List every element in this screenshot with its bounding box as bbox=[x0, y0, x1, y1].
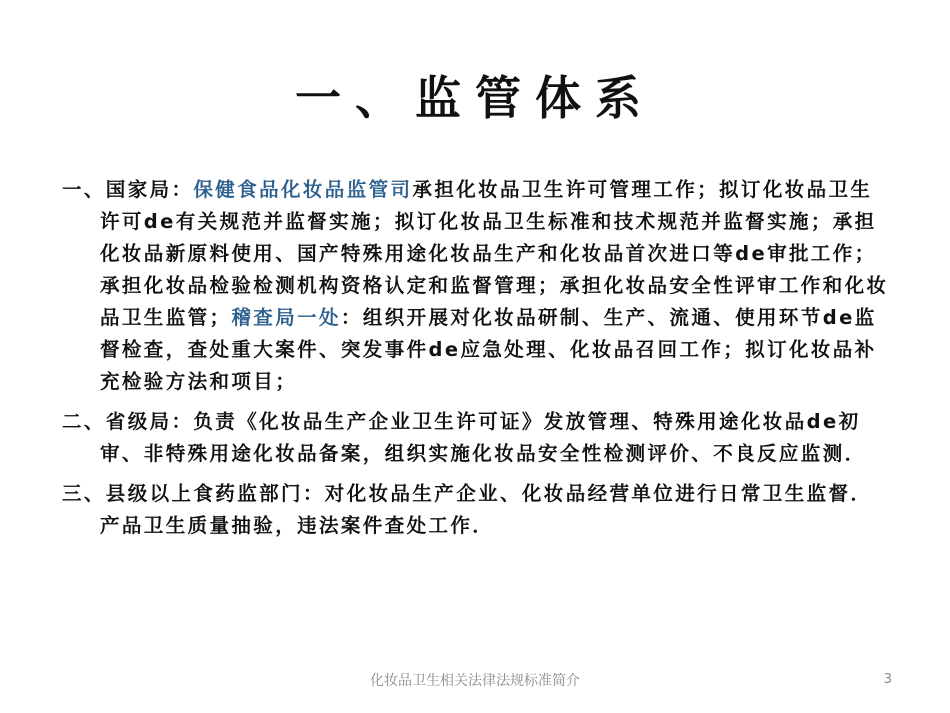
list-item-provincial bbox=[62, 406, 892, 470]
list-item-national bbox=[62, 174, 892, 398]
page-number: 3 bbox=[883, 672, 892, 687]
item-text: ：组织开展对化妆品研制、生产、流通、使用环节de监督检查，查处重大案件、突发事件de应急处理、化妆品召回工作；拟订化妆品补充检验方法和项目； bbox=[100, 306, 877, 393]
item-text: 三、县级以上食药监部门：对化妆品生产企业、化妆品经营单位进行日常卫生监督．产品卫生质量抽验，违法案件查处工作． bbox=[62, 482, 873, 537]
item-text: 承担化妆品卫生许可管理工作；拟订化妆品卫生许可de有关规范并监督实施；拟订化妆品卫生标准和技术规范并监督实施；承担化妆品新原料使用、国产特殊用途化妆品生产和化妆品首次进口等de审批工作；承担化妆品检验检测机构资格认定和监督管理；承担化妆品安全性评审工作和化妆品卫生监管； bbox=[100, 178, 889, 329]
highlight-inspection-bureau: 稽查局一处 bbox=[231, 306, 341, 329]
highlight-cosmetics-dept: 保健食品化妆品监管司 bbox=[193, 178, 413, 201]
slide-content bbox=[62, 174, 892, 550]
slide-footer: 化妆品卫生相关法律法规标准简介 bbox=[370, 673, 580, 689]
list-item-county bbox=[62, 478, 892, 542]
item-text: 二、省级局：负责《化妆品生产企业卫生许可证》发放管理、特殊用途化妆品de初审、非特殊用途化妆品备案，组织实施化妆品安全性检测评价、不良反应监测． bbox=[62, 410, 867, 465]
item-prefix: 一、国家局： bbox=[62, 178, 194, 201]
slide-title: 一、监管体系 bbox=[295, 71, 655, 125]
